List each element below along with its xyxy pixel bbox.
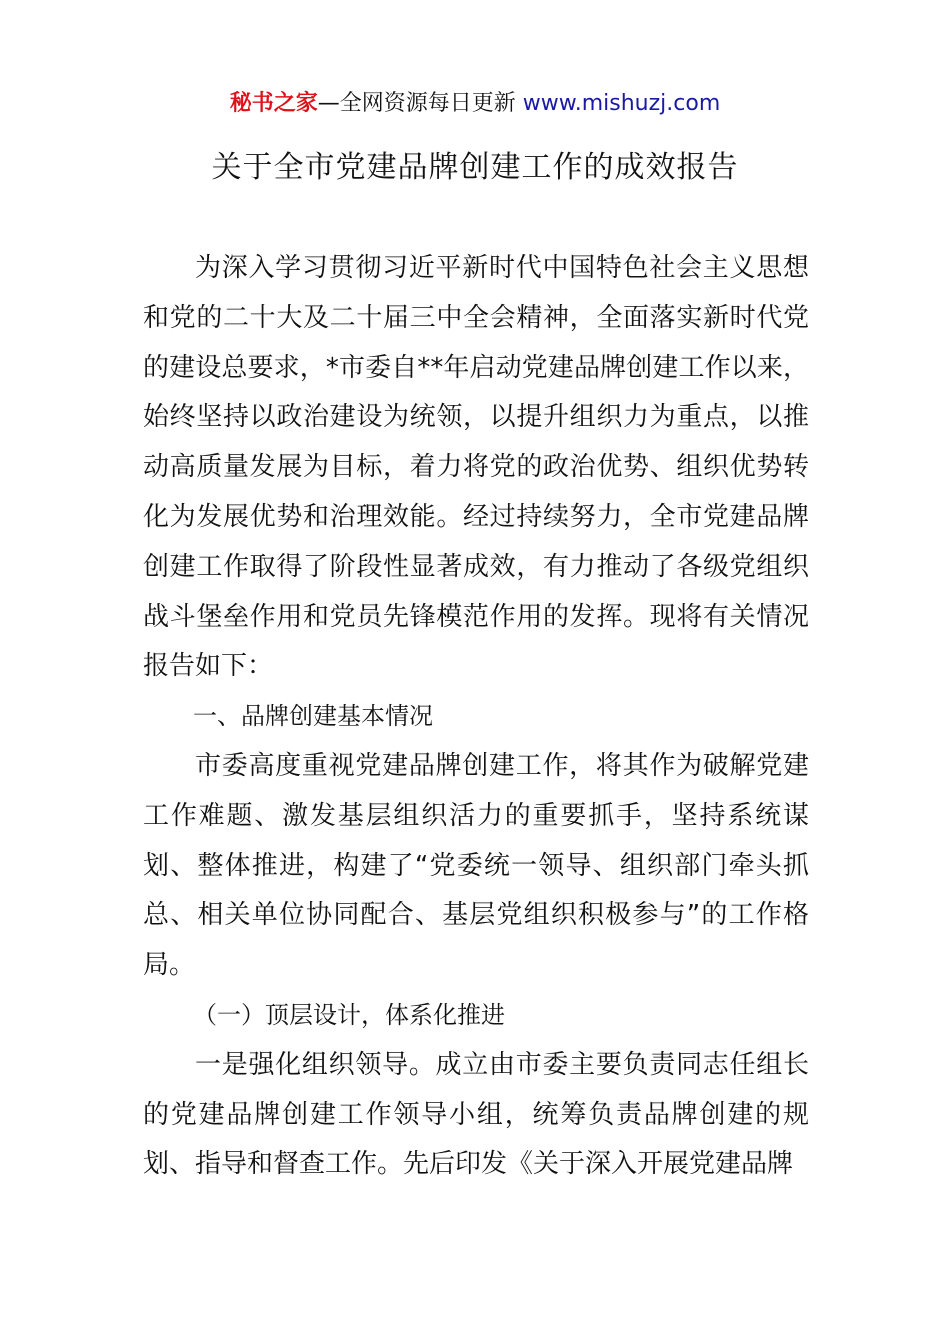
section-1-paragraph: 市委高度重视党建品牌创建工作，将其作为破解党建工作难题、激发基层组织活力的重要抓手，坚持系统谋划、整体推进，构建了“党委统一领导、组织部门牵头抓总、相关单位协同配合、基层党组织积极参与”的工作格局。	[143, 750, 809, 981]
site-header	[0, 88, 950, 120]
section-heading-1: 一、品牌创建基本情况	[193, 702, 433, 731]
document-title: 关于全市党建品牌创建工作的成效报告	[211, 150, 739, 185]
intro-paragraph: 为深入学习贯彻习近平新时代中国特色社会主义思想和党的二十大及二十届三中全会精神，全面落实新时代党的建设总要求，*市委自**年启动党建品牌创建工作以来，始终坚持以政治建设为统领，以提升组织力为重点，以推动高质量发展为目标，着力将党的政治优势、组织优势转化为发展优势和治理效能。经过持续努力，全市党建品牌创建工作取得了阶段性显著成效，有力推动了各级党组织战斗堡垒作用和党员先锋模范作用的发挥。现将有关情况报告如下：	[143, 253, 809, 682]
site-name: 秘书之家	[229, 91, 318, 116]
site-tagline: —全网资源每日更新	[317, 91, 523, 116]
document-body	[143, 244, 809, 1190]
subsection-1-paragraph: 一是强化组织领导。成立由市委主要负责同志任组长的党建品牌创建工作领导小组，统筹负责品牌创建的规划、指导和督查工作。先后印发《关于深入开展党建品牌	[143, 1049, 809, 1180]
site-url[interactable]: www.mishuzj.com	[522, 91, 721, 116]
subsection-heading-1: （一）顶层设计，体系化推进	[193, 1000, 505, 1029]
